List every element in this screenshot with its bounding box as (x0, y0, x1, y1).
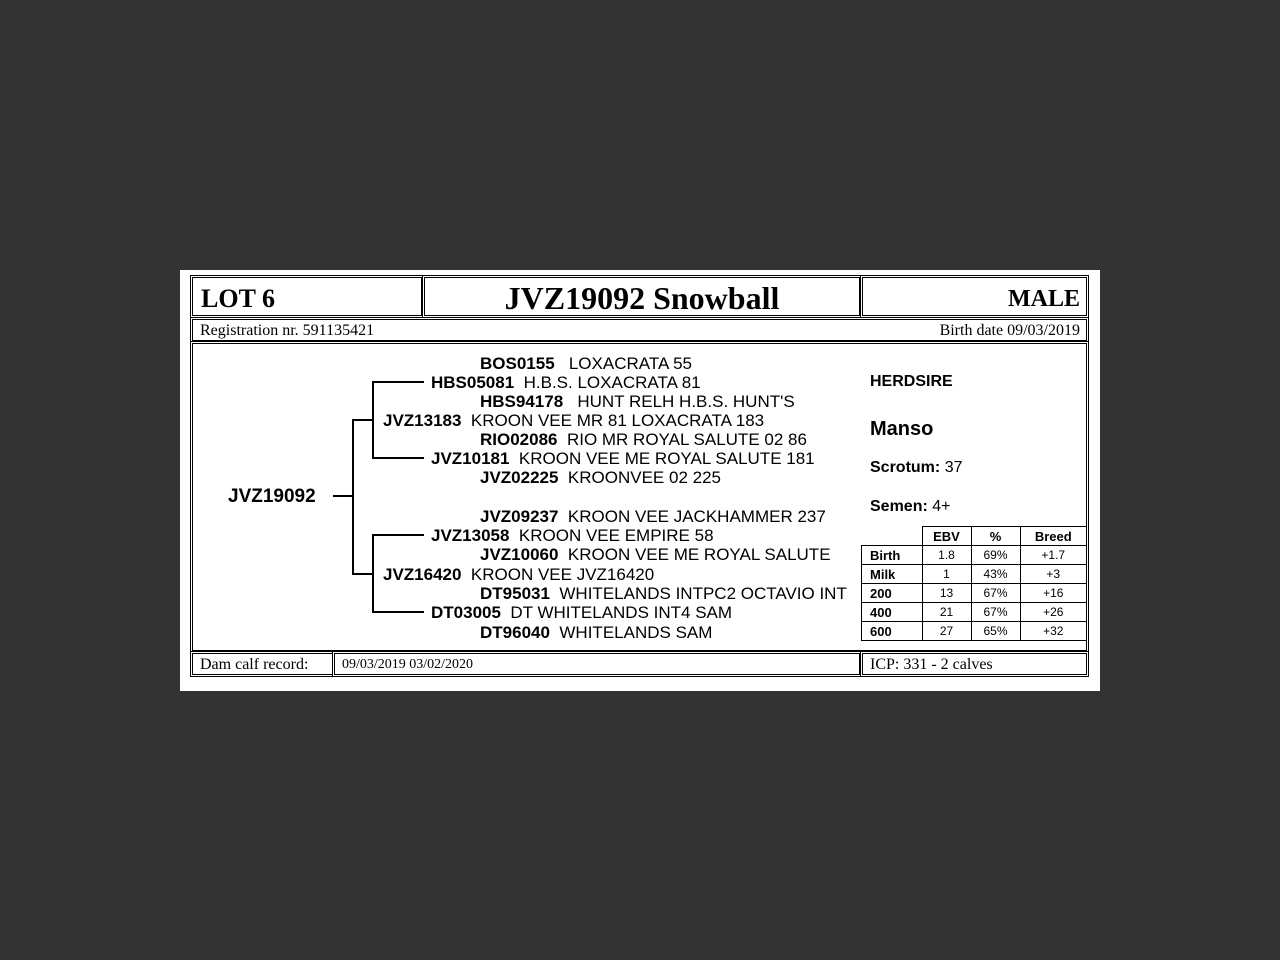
ebv-breed: +16 (1020, 584, 1087, 603)
ebv-breed: +26 (1020, 603, 1087, 622)
scrotum-measure: Scrotum: 37 (870, 459, 963, 476)
pedigree-sire: JVZ13183 KROON VEE MR 81 LOXACRATA 183 (383, 411, 765, 430)
dam-calf-record: 09/03/2019 03/02/2020 (342, 657, 474, 672)
ebv-pct: 67% (971, 603, 1020, 622)
dam-dam-connector (372, 611, 424, 613)
ebv-pct: 43% (971, 565, 1020, 584)
ebv-row-600 (862, 622, 1087, 641)
icp-box (860, 651, 1089, 677)
title-box (422, 275, 862, 318)
herdsire-label: HERDSIRE (870, 373, 953, 390)
animal-title: JVZ19092 Snowball (504, 280, 780, 316)
ebv-row-label: 200 (862, 584, 923, 603)
dam-connector (352, 573, 374, 575)
ebv-breed: +32 (1020, 622, 1087, 641)
pedigree-dam-sire: JVZ13058 KROON VEE EMPIRE 58 (431, 526, 714, 545)
ebv-table (861, 526, 1087, 641)
pedigree-sire-dam: JVZ10181 KROON VEE ME ROYAL SALUTE 181 (431, 449, 815, 468)
ebv-row-200 (862, 584, 1087, 603)
ebv-row-label: 400 (862, 603, 923, 622)
pedigree-dam-dam: DT03005 DT WHITELANDS INT4 SAM (431, 603, 733, 622)
ebv-col-header: EBV (922, 527, 971, 546)
sire-dam-connector (372, 457, 424, 459)
dam-calf-label-box (190, 651, 335, 677)
ebv-value: 1 (922, 565, 971, 584)
birth-date: Birth date 09/03/2019 (939, 322, 1080, 339)
pedigree-sire-dam-dam: JVZ02225 KROONVEE 02 225 (480, 468, 721, 487)
ebv-row-label: Birth (862, 546, 923, 565)
ebv-row-label: Milk (862, 565, 923, 584)
dam-bracket (372, 534, 374, 613)
registration-box (190, 317, 1089, 343)
pedigree-sire-dam-sire: RIO02086 RIO MR ROYAL SALUTE 02 86 (480, 430, 807, 449)
ebv-header-row (862, 527, 1087, 546)
ebv-value: 13 (922, 584, 971, 603)
ebv-row-milk (862, 565, 1087, 584)
pedigree-sire-sire-dam: HBS94178 HUNT RELH H.B.S. HUNT'S (480, 392, 795, 411)
pedigree-subject: JVZ19092 (228, 486, 316, 507)
icp-value: ICP: 331 - 2 calves (870, 656, 993, 673)
pedigree-dam-sire-dam: JVZ10060 KROON VEE ME ROYAL SALUTE (480, 545, 831, 564)
ebv-row-400 (862, 603, 1087, 622)
ebv-pct: 65% (971, 622, 1020, 641)
lot-box (190, 275, 424, 318)
breed-col-header: Breed (1020, 527, 1087, 546)
semen-grade: Semen: 4+ (870, 498, 951, 515)
ebv-value: 1.8 (922, 546, 971, 565)
sire-sire-connector (372, 381, 424, 383)
ebv-pct: 69% (971, 546, 1020, 565)
parents-bracket (352, 419, 354, 575)
ebv-value: 27 (922, 622, 971, 641)
dam-calf-label: Dam calf record: (200, 656, 309, 673)
pedigree-dam-dam-dam: DT96040 WHITELANDS SAM (480, 623, 713, 642)
ebv-breed: +1.7 (1020, 546, 1087, 565)
pedigree-dam: JVZ16420 KROON VEE JVZ16420 (383, 565, 655, 584)
sire-connector (352, 419, 374, 421)
registration-number: Registration nr. 591135421 (200, 322, 375, 339)
ebv-row-label: 600 (862, 622, 923, 641)
ebv-corner (862, 527, 923, 546)
pedigree-dam-sire-sire: JVZ09237 KROON VEE JACKHAMMER 237 (480, 507, 826, 526)
ebv-row-birth (862, 546, 1087, 565)
ebv-pct: 67% (971, 584, 1020, 603)
ebv-value: 21 (922, 603, 971, 622)
sex-box (860, 275, 1089, 318)
pct-col-header: % (971, 527, 1020, 546)
dam-calf-record-box (332, 651, 862, 677)
herdsire-name: Manso (870, 418, 934, 440)
sex-label: MALE (1008, 286, 1080, 312)
ebv-breed: +3 (1020, 565, 1087, 584)
pedigree-sire-sire: HBS05081 H.B.S. LOXACRATA 81 (431, 373, 701, 392)
lot-card (180, 270, 1100, 691)
pedigree-dam-dam-sire: DT95031 WHITELANDS INTPC2 OCTAVIO INT (480, 584, 847, 603)
sire-bracket (372, 381, 374, 459)
subject-connector (333, 495, 353, 497)
pedigree-sire-sire-sire: BOS0155 LOXACRATA 55 (480, 354, 692, 373)
dam-sire-connector (372, 534, 424, 536)
lot-number: LOT 6 (201, 284, 275, 313)
